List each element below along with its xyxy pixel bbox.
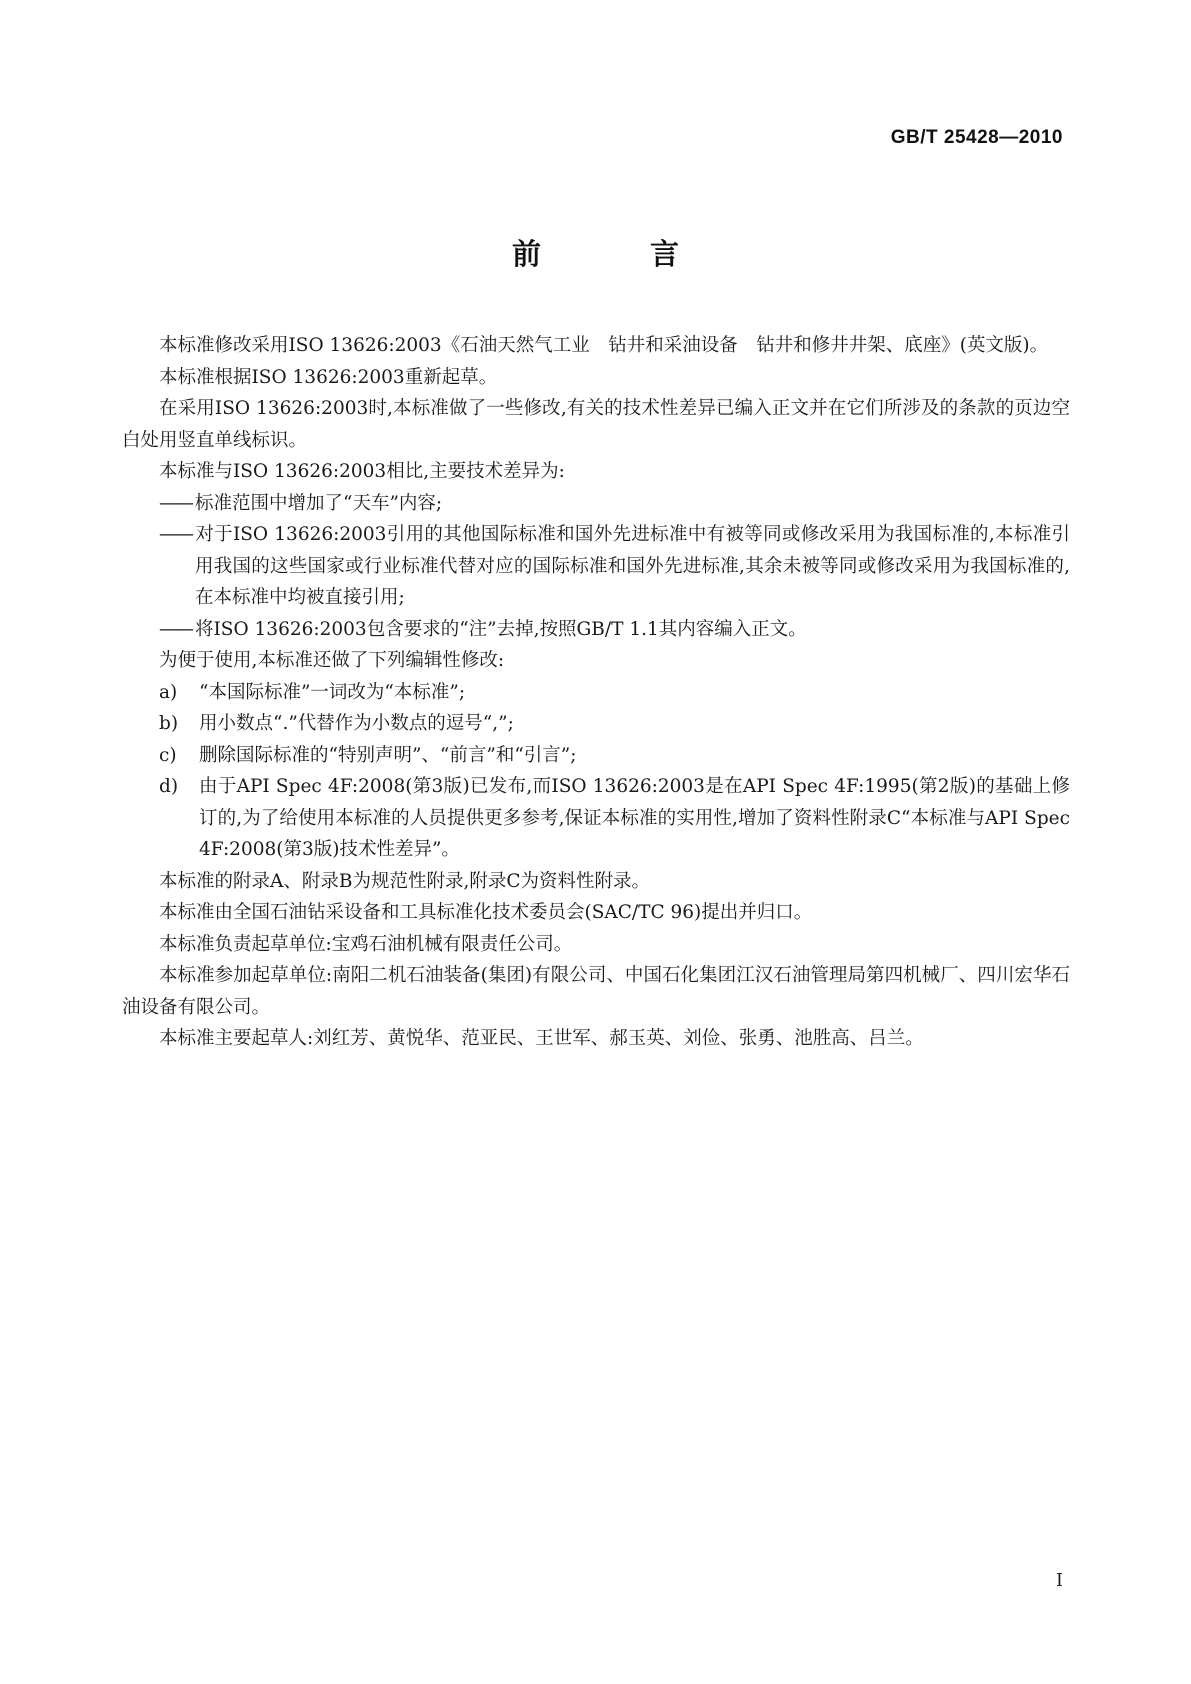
standard-code: GB/T 25428—2010 (890, 127, 1063, 148)
list-item-text: 标准范围中增加了“天车”内容; (195, 492, 443, 514)
list-item-text: 对于ISO 13626:2003引用的其他国际标准和国外先进标准中有被等同或修改采用为我国标准的,本标准引用我国的这些国家或行业标准代替对应的国际标准和国外先进标准,其余未被等同或修改采用为我国标准的,在本标准中均被直接引用; (195, 524, 1070, 608)
paragraph-lead-drafter: 本标准负责起草单位:宝鸡石油机械有限责任公司。 (159, 933, 573, 955)
list-item-text: 删除国际标准的“特别声明”、“前言”和“引言”; (199, 744, 577, 766)
dash-marker: —— (159, 524, 192, 545)
paragraph-annexes: 本标准的附录A、附录B为规范性附录,附录C为资料性附录。 (159, 870, 650, 892)
list-item (122, 740, 1070, 772)
page-title: 前 言 (511, 237, 719, 271)
foreword-body (122, 330, 1070, 1055)
list-item-text: 用小数点“.”代替作为小数点的逗号“,”; (199, 713, 514, 734)
edits-list (122, 677, 1070, 866)
list-item (122, 519, 1070, 614)
paragraph-proposer: 本标准由全国石油钻采设备和工具标准化技术委员会(SAC/TC 96)提出并归口。 (159, 902, 813, 923)
paragraph-modifications: 在采用ISO 13626:2003时,本标准做了一些修改,有关的技术性差异已编入正文并在它们所涉及的条款的页边空白处用竖直单线标识。 (122, 398, 1070, 451)
paragraph-main-drafters: 本标准主要起草人:刘红芳、黄悦华、范亚民、王世军、郝玉英、刘俭、张勇、池胜高、吕兰。 (159, 1028, 924, 1049)
differences-list (122, 488, 1070, 646)
paragraph-participating-drafters: 本标准参加起草单位:南阳二机石油装备(集团)有限公司、中国石化集团江汉石油管理局第四机械厂、四川宏华石油设备有限公司。 (122, 965, 1070, 1018)
paragraph-edits-intro: 为便于使用,本标准还做了下列编辑性修改: (159, 650, 505, 671)
page-number: I (1055, 1570, 1063, 1591)
list-marker: d) (159, 776, 179, 797)
list-item (122, 614, 1070, 646)
list-marker: b) (159, 713, 179, 734)
list-item (122, 677, 1070, 709)
list-item-text: 将ISO 13626:2003包含要求的“注”去掉,按照GB/T 1.1其内容编入正文。 (195, 618, 807, 640)
list-item (122, 488, 1070, 520)
dash-marker: —— (159, 492, 192, 514)
list-item (122, 771, 1070, 866)
list-item-text: “本国际标准”一词改为“本标准”; (199, 681, 466, 703)
paragraph-redraft: 本标准根据ISO 13626:2003重新起草。 (159, 366, 498, 388)
paragraph-differences-intro: 本标准与ISO 13626:2003相比,主要技术差异为: (159, 461, 565, 482)
dash-marker: —— (159, 618, 192, 640)
list-item-text: 由于API Spec 4F:2008(第3版)已发布,而ISO 13626:2003是在API Spec 4F:1995(第2版)的基础上修订的,为了给使用本标准的人员提供更多参考,保证本标准的实用性,增加了资料性附录C“本标准与API Spec 4F:2008(第3版)技术性差异”。 (199, 776, 1070, 860)
list-marker: c) (159, 744, 177, 766)
paragraph-adoption: 本标准修改采用ISO 13626:2003《石油天然气工业 钻井和采油设备 钻井和修井井架、底座》(英文版)。 (159, 335, 1049, 356)
list-item (122, 708, 1070, 740)
list-marker: a) (159, 681, 178, 703)
